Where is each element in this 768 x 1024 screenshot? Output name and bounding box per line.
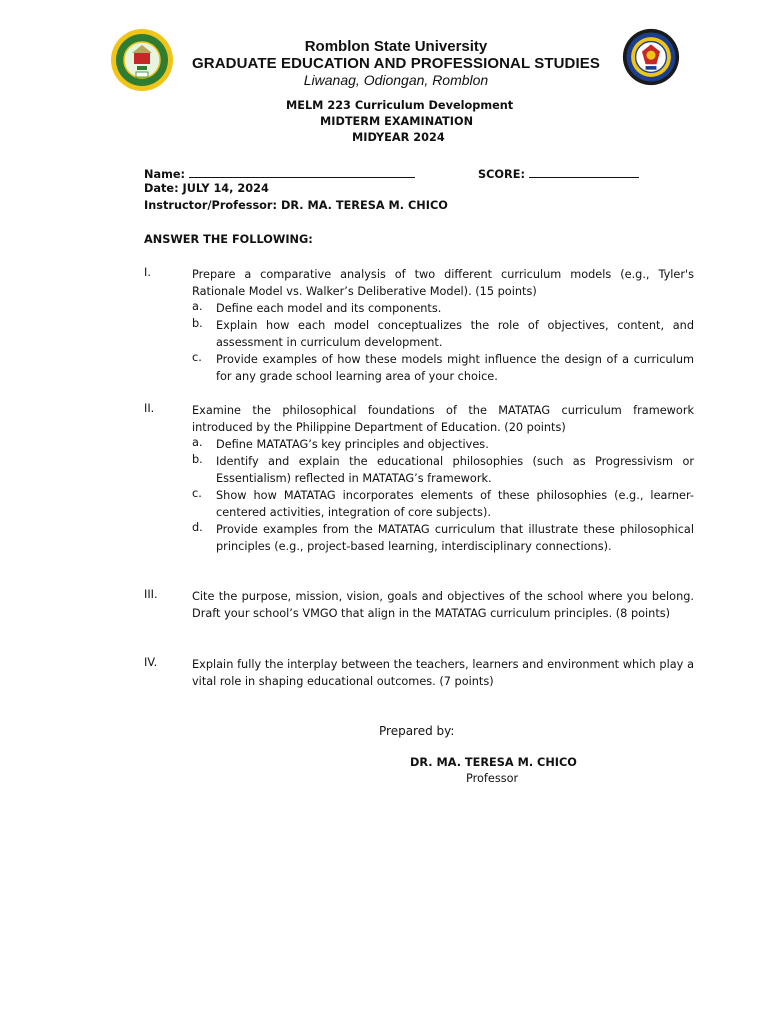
score-label: SCORE: <box>478 168 525 181</box>
question-number: II. <box>144 402 155 415</box>
school-location: Liwanag, Odiongan, Romblon <box>303 72 489 88</box>
question-text: Explain fully the interplay between the teachers, learners and environment which play a vital role in shaping educational outcomes. (7 points) <box>192 658 694 688</box>
instructions: ANSWER THE FOLLOWING: <box>144 233 313 246</box>
sub-item-text: Show how MATATAG incorporates elements of these philosophies (e.g., learner-centered activities, integration of core subjects). <box>216 489 694 519</box>
score-line <box>478 166 639 181</box>
sub-item-label: a. <box>192 300 203 313</box>
exam-term: MIDYEAR 2024 <box>352 131 445 144</box>
sub-item-text: Explain how each model conceptualizes the role of objectives, content, and assessment in curriculum development. <box>216 319 694 349</box>
name-label: Name: <box>144 168 186 181</box>
question-number: IV. <box>144 656 158 669</box>
exam-type: MIDTERM EXAMINATION <box>320 115 474 128</box>
letterhead <box>168 38 624 89</box>
sub-item-text: Provide examples from the MATATAG curriculum that illustrate these philosophical principles (e.g., project-based learning, interdisciplinary connections). <box>216 523 694 553</box>
sub-item-label: b. <box>192 317 203 330</box>
sub-item-text: Identify and explain the educational philosophies (such as Progressivism or Essentialism) reflected in MATATAG’s framework. <box>216 455 694 485</box>
sub-item-label: c. <box>192 351 202 364</box>
name-blank <box>189 166 415 178</box>
question-text: Cite the purpose, mission, vision, goals and objectives of the school where you belong. Draft your school’s VMGO that align in the MATATAG curriculum principles. (8 points) <box>192 590 694 620</box>
school-name: GRADUATE EDUCATION AND PROFESSIONAL STUDIES <box>192 55 600 72</box>
sub-item-text: Provide examples of how these models might influence the design of a curriculum for any grade school learning area of your choice. <box>216 353 694 383</box>
sub-item-text: Define each model and its components. <box>216 302 442 315</box>
sub-item-label: d. <box>192 521 203 534</box>
university-name: Romblon State University <box>304 38 488 55</box>
sub-item-text: Define MATATAG’s key principles and objectives. <box>216 438 489 451</box>
question-number: III. <box>144 588 158 601</box>
course-title: MELM 223 Curriculum Development <box>286 99 514 112</box>
sub-item-label: a. <box>192 436 203 449</box>
question-number: I. <box>144 266 151 279</box>
sub-item-label: c. <box>192 487 202 500</box>
signatory-name: DR. MA. TERESA M. CHICO <box>410 756 577 769</box>
name-line <box>144 166 415 181</box>
prepared-by-label: Prepared by: <box>379 724 455 738</box>
question-text: Examine the philosophical foundations of the MATATAG curriculum framework introduced by the Philippine Department of Education. (20 points) <box>192 404 694 434</box>
gaps-seal-logo <box>622 28 686 92</box>
sub-item-label: b. <box>192 453 203 466</box>
question-text: Prepare a comparative analysis of two different curriculum models (e.g., Tyler's Rationale Model vs. Walker’s Deliberative Model). (15 points) <box>192 268 694 298</box>
exam-date: Date: JULY 14, 2024 <box>144 182 269 195</box>
rsu-seal-logo <box>110 28 174 92</box>
score-blank <box>529 166 639 178</box>
signatory-title: Professor <box>466 772 519 785</box>
instructor-line: Instructor/Professor: DR. MA. TERESA M. CHICO <box>144 199 448 212</box>
